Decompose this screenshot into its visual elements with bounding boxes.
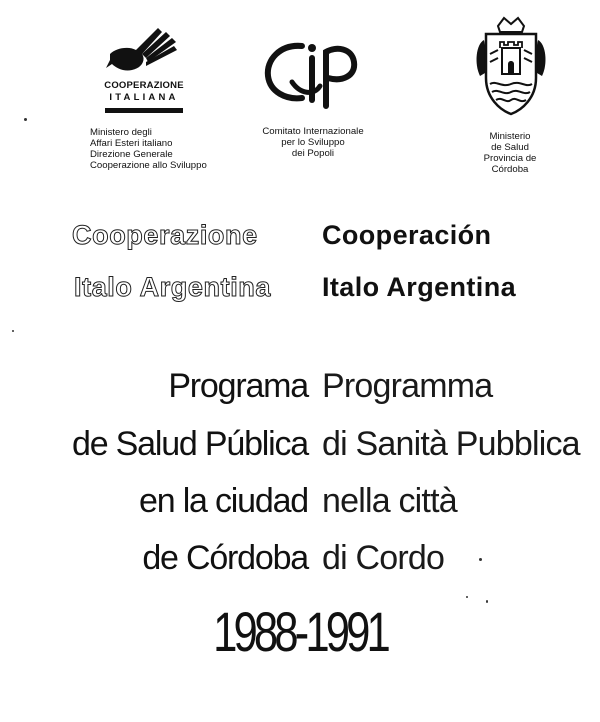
caption-line: per lo Sviluppo [281, 137, 345, 148]
cisp-monogram-icon [262, 38, 362, 118]
program-spanish-line-1: Programa [168, 367, 308, 405]
scan-speck [12, 330, 14, 332]
title-spanish-line-1: Cooperación [322, 220, 492, 250]
title-spanish-line-2: Italo Argentina [322, 272, 517, 302]
caption-line: Direzione Generale [90, 149, 173, 160]
caption-line: Córdoba [491, 164, 529, 175]
scan-speck [479, 558, 482, 561]
program-italian-line-3: nella città [322, 482, 457, 520]
caption-ministero-esteri [90, 127, 207, 171]
title-italian-line-1: Cooperazione [72, 220, 258, 250]
program-italian-line-2: di Sanità Pubblica [322, 425, 580, 463]
caption-line: dei Popoli [291, 148, 335, 159]
caption-line: Affari Esteri italiano [90, 138, 173, 149]
caption-line: Ministerio [489, 131, 531, 142]
scan-speck [486, 600, 488, 603]
logo-underline-bar [105, 108, 183, 113]
caption-line: de Salud [491, 142, 529, 153]
program-spanish-line-3: en la ciudad [139, 482, 308, 520]
program-italian-line-1: Programma [322, 367, 493, 405]
caption-line: Ministero degli [90, 127, 152, 138]
caption-ministerio-salud [470, 131, 550, 175]
cordoba-coat-of-arms-icon [470, 14, 552, 118]
title-italian-line-2: Italo Argentina [74, 272, 272, 302]
dove-hand-icon [106, 24, 186, 80]
scan-speck [466, 596, 468, 598]
caption-line: Cooperazione allo Sviluppo [90, 160, 207, 171]
years-range: 1988-1991 [213, 600, 387, 663]
caption-line: Comitato Internazionale [262, 126, 364, 137]
cooperazione-wordmark: COOPERAZIONE [104, 80, 184, 91]
caption-line: Provincia de [483, 153, 537, 164]
caption-comitato [238, 126, 388, 159]
scan-speck [24, 118, 27, 121]
program-italian-line-4: di Cordo [322, 539, 445, 577]
program-spanish-line-4: de Córdoba [142, 539, 308, 577]
program-spanish-line-2: de Salud Pública [72, 425, 308, 463]
italiana-wordmark: ITALIANA [109, 92, 179, 103]
